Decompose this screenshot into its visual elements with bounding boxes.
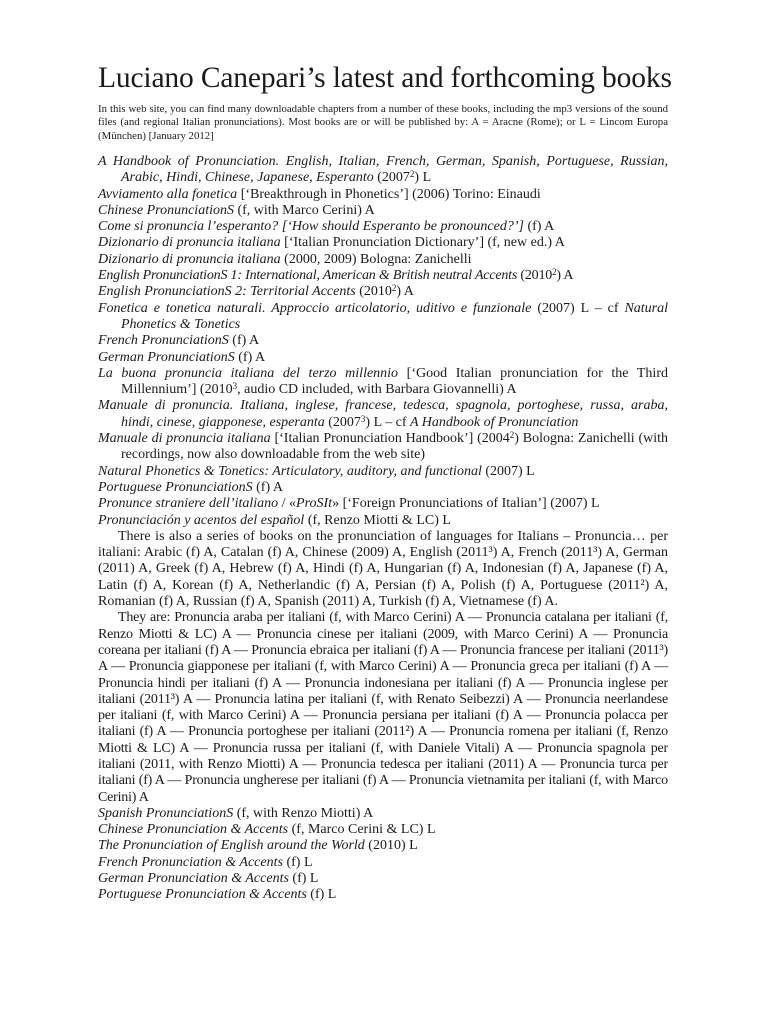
book-list	[98, 154, 668, 904]
book-entry: Pronunciación y acentos del español (f, Renzo Miotti & LC) L	[98, 512, 451, 528]
book-entry: Manuale di pronuncia. Italiana, inglese, francese, tedesca, spagnola, portoghese, russa, araba, hindi, cinese, giapponese, esperanta (2007$^3$) L – cf A Handbook of Pronunciation	[98, 398, 668, 430]
book-entry: Avviamento alla fonetica [‘Breakthrough in Phonetics’] (2006) Torino: Einaudi	[98, 186, 541, 202]
series-titles-paragraph: They are: Pronuncia araba per italiani (f, with Marco Cerini) A — Pronuncia catalana per italiani (f, Renzo Miotti & LC) A — Pronuncia cinese per italiani (2009, with Marco Cerini) A — Pronuncia coreana per italiani (f) A — Pronuncia ebraica per italiani (f) A — Pronuncia francese per italiani (2011³) A — Pronuncia giapponese per italiani (f, with Marco Cerini) A — Pronuncia greca per italiani (f) A — Pronuncia hindi per italiani (f) A — Pronuncia indonesiana per italiani (f) A — Pronuncia inglese per italiani (2011³) A — Pronuncia latina per italiani (f, with Renato Seibezzi) A — Pronuncia neerlandese per italiani (f, with Marco Cerini) A — Pronuncia persiana per italiani (f) A — Pronuncia polacca per italiani (f) A — Pronuncia portoghese per italiani (2011²) A — Pronuncia romena per italiani (f, Renzo Miotti & LC) A — Pronuncia russa per italiani (f, with Daniele Vitali) A — Pronuncia spagnola per italiani (2011, with Renzo Miotti) A — Pronuncia tedesca per italiani (2011) A — Pronuncia turca per italiani (f) A — Pronuncia ungherese per italiani (f) A — Pronuncia vietnamita per italiani (f, with Marco Cerini) A	[98, 610, 668, 805]
book-entry: Chinese Pronunciation & Accents (f, Marco Cerini & LC) L	[98, 822, 436, 838]
series-paragraph: There is also a series of books on the pronunciation of languages for Italians – Pronuncia… per italiani: Arabic (f) A, Catalan (f) A, Chinese (2009) A, English (2011³) A, French (2011³) A, German (2011) A, Greek (f) A, Hebrew (f) A, Hindi (f) A, Hungarian (f) A, Indonesian (f) A, Japanese (f) A, Latin (f) A, Korean (f) A, Netherlandic (f) A, Persian (f) A, Polish (f) A, Portuguese (2011²) A, Romanian (f) A, Russian (f) A, Spanish (2011) A, Turkish (f) A, Vietnamese (f) A.	[98, 528, 668, 610]
book-entry: Natural Phonetics & Tonetics: Articulatory, auditory, and functional (2007) L	[98, 463, 535, 479]
book-entry: Manuale di pronuncia italiana [‘Italian Pronunciation Handbook’] (2004$^2$) Bologna: Zanichelli (with recordings, now also downloadable from the web site)	[98, 430, 668, 463]
book-entry: Come si pronuncia l’esperanto? [‘How should Esperanto be pronounced?’] (f) A	[98, 219, 555, 235]
book-entry: French Pronunciation & Accents (f) L	[98, 854, 313, 870]
book-entry: Pronunce straniere dell’italiano / «ProSIt» [‘Foreign Pronunciations of Italian’] (2007) L	[98, 496, 600, 512]
book-entry: German PronunciationS (f) A	[98, 349, 266, 365]
book-entry: The Pronunciation of English around the World (2010) L	[98, 838, 418, 854]
page-title: Luciano Canepari’s latest and forthcoming books	[98, 62, 672, 94]
book-entry: A Handbook of Pronunciation. English, Italian, French, German, Spanish, Portuguese, Russian, Arabic, Hindi, Chinese, Japanese, Esperanto (2007$^2$) L	[98, 154, 668, 186]
book-entry: English PronunciationS 1: International, American & British neutral Accents (2010$^2$) A	[98, 267, 574, 284]
book-entry: English PronunciationS 2: Territorial Accents (2010$^2$) A	[98, 283, 414, 300]
book-entry: Dizionario di pronuncia italiana [‘Italian Pronunciation Dictionary’] (f, new ed.) A	[98, 235, 565, 251]
book-entry: German Pronunciation & Accents (f) L	[98, 871, 319, 887]
book-entry: Chinese PronunciationS (f, with Marco Cerini) A	[98, 202, 375, 218]
intro-paragraph: In this web site, you can find many downloadable chapters from a number of these books, including the mp3 versions of the sound files (and regional Italian pronunciations). Most books are or will be published by: A = Aracne (Rome); or L = Lincom Europa (München) [January 2012]	[98, 103, 668, 142]
book-entry: Spanish PronunciationS (f, with Renzo Miotti) A	[98, 805, 374, 821]
book-entry: Fonetica e tonetica naturali. Approccio articolatorio, uditivo e funzionale (2007) L – cf Natural Phonetics & Tonetics	[98, 300, 669, 332]
book-entry: Dizionario di pronuncia italiana (2000, 2009) Bologna: Zanichelli	[98, 251, 472, 267]
book-entry: French PronunciationS (f) A	[98, 333, 260, 349]
book-entry: Portuguese PronunciationS (f) A	[98, 479, 283, 495]
book-entry: Portuguese Pronunciation & Accents (f) L	[98, 887, 337, 903]
book-entry: La buona pronuncia italiana del terzo millennio [‘Good Italian pronunciation for the Third Millennium’] (2010$^3$, audio CD included, with Barbara Giovannelli) A	[98, 365, 668, 398]
